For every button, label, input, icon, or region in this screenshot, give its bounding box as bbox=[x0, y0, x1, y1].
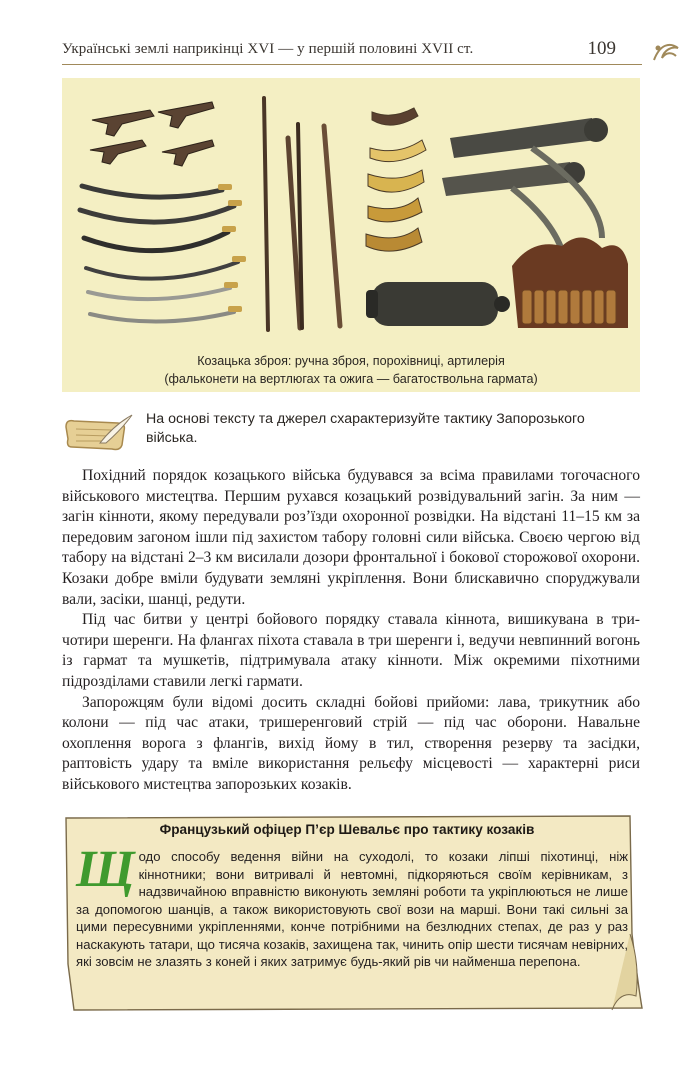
main-text bbox=[62, 466, 640, 796]
weapons-image bbox=[62, 78, 640, 348]
illustration-caption bbox=[62, 352, 640, 388]
page-number: 109 bbox=[587, 38, 616, 59]
source-quote-text: одо способу ведення війни на суходолі, то козаки ліпші піхотинці, ніж кіннотники; вони витривалі й невтомні, підкоряються своїм керівникам, з надзвичайною вправністю виконують земляні роботи та укріплюються не лише за допомогою шанців, а також використовують свої вози на марші. Вони такі сильні за цими пересувними укріпленнями, конче потрібними на безлюдних степах, де раз у раз наскакують татари, що тисяча козаків, захищена так, чинить опір шести тисячам невірних, які зовсім не злазять з коней і яких затримує будь-який рів чи найменша перепона. bbox=[76, 849, 628, 969]
task-text: На основі тексту та джерел схарактеризуйте тактику Запорозького війська. bbox=[146, 411, 585, 446]
source-quote bbox=[76, 841, 628, 971]
ornament-icon bbox=[652, 40, 682, 64]
drop-cap: Щ bbox=[76, 841, 135, 898]
running-header bbox=[62, 38, 642, 65]
caption-line-2: (фальконети на вертлюгах та ожига — багатоствольна гармата) bbox=[164, 372, 538, 386]
paragraph-2: Під час битви у центрі бойового порядку ставала кіннота, вишикувана в три-чотири шеренги. На флангах піхота ставала в три шеренги і, ведучи невпинний вогонь із гармат та мушкетів, підтримувала атаку кінноти. Між окремими піхотними підрозділами ставили легкі гармати. bbox=[62, 611, 640, 690]
source-title: Французький офіцер П’єр Шевальє про тактику козаків bbox=[159, 822, 535, 837]
paragraph-1: Похідний порядок козацького війська будувався за всіма правилами тогочасного військового мистецтва. Першим рухався козацький розвідувальний загін. За ним — загін кінноти, якому передували роз’їзди охоронної розвідки. На відстані 11–15 км за передовим загоном ішли під захистом табору головні сили війська. Своєю чергою від табору на відстані 2–3 км висилали дозори фронтальної і бокової сторожової охорони. Козаки добре вміли будувати земляні укріплення. Вони блискавично споруджували вали, засіки, шанці, редути. bbox=[62, 467, 640, 608]
paragraph-3: Запорожцям були відомі досить складні бойові прийоми: лава, трикутник або колони — під час атаки, тришеренговий стрій — під час оборони. Навальне охоплення ворога з флангів, вихід йому в тил, створення резерву та засідки, раптовість удару та вміле використання рельєфу місцевості — характерні риси військового мистецтва запорозьких козаків. bbox=[62, 693, 640, 793]
source-box bbox=[64, 814, 644, 1012]
chapter-title: Українські землі наприкінці XVI — у першій половині XVII ст. bbox=[62, 41, 474, 57]
caption-line-1: Козацька зброя: ручна зброя, порохівниці, артилерія bbox=[197, 354, 505, 368]
weapons-illustration bbox=[62, 78, 640, 392]
scroll-quill-icon bbox=[62, 413, 134, 453]
